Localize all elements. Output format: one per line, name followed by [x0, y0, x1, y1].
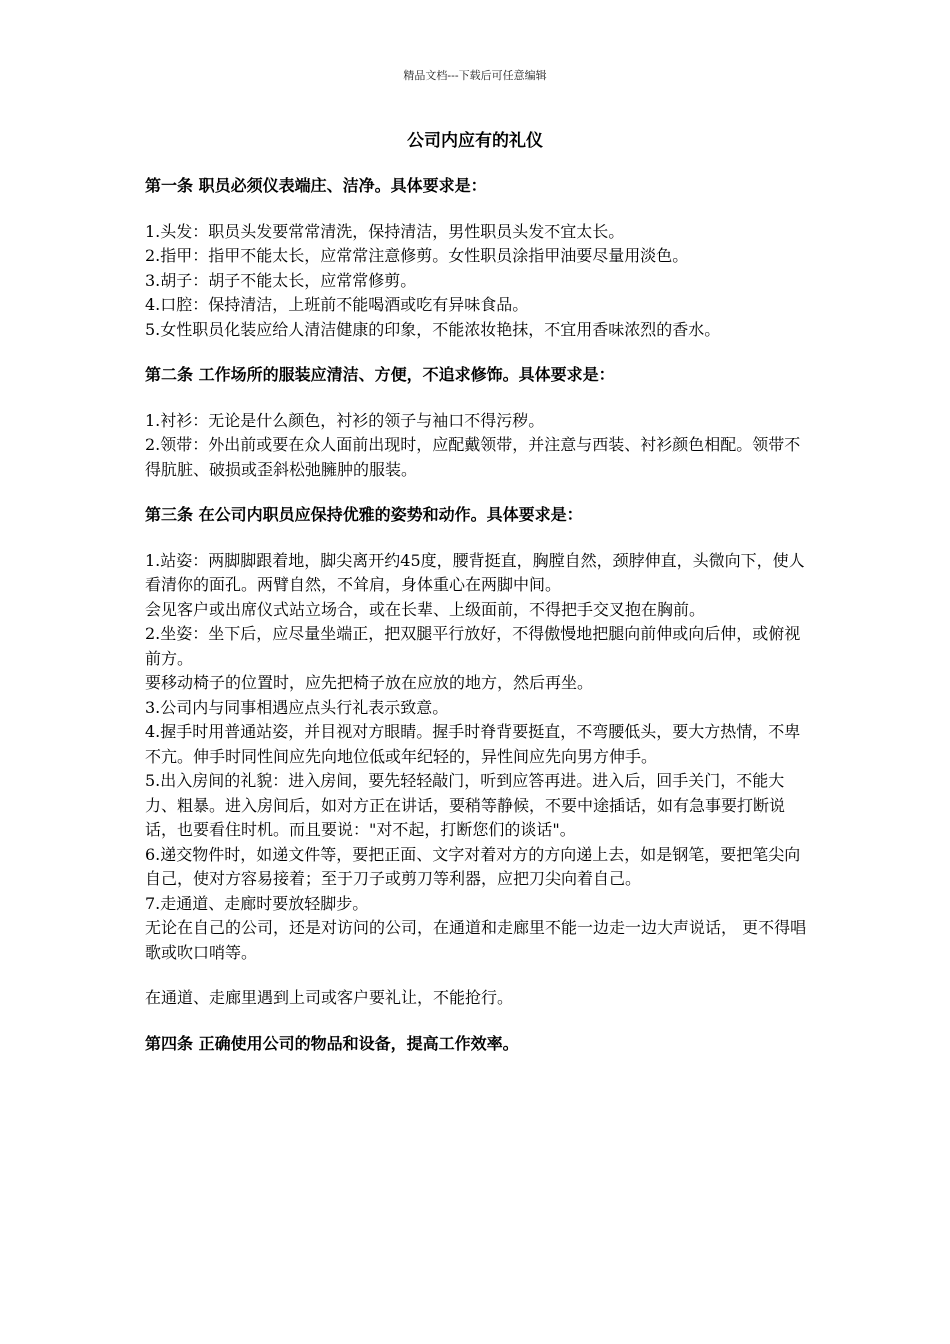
list-item: 4.口腔：保持清洁，上班前不能喝酒或吃有异味食品。 [145, 295, 529, 314]
list-item: 6.递交物件时，如递文件等，要把正面、文字对着对方的方向递上去，如是钢笔，要把笔尖向自己，使对方容易接着；至于刀子或剪刀等利器，应把刀尖向着自己。 [145, 844, 801, 888]
list-item: 7.走通道、走廊时要放轻脚步。 [145, 893, 369, 913]
page-header: 精品文档---下载后可任意编辑 [403, 69, 547, 82]
list-item: 5.出入房间的礼貌：进入房间，要先轻轻敲门，听到应答再进。进入后，回手关门，不能大力、粗暴。进入房间后，如对方正在讲话，要稍等静候，不要中途插话，如有急事要打断说话，也要看住时机。而且要说："对不起，打断您们的谈话"。 [145, 771, 786, 839]
list-item: 无论在自己的公司，还是对访问的公司，在通道和走廊里不能一边走一边大声说话， 更不得唱歌或吹口哨等。 [145, 918, 807, 962]
article-4-heading: 第四条 正确使用公司的物品和设备，提高工作效率。 [145, 1033, 519, 1053]
list-item: 2.坐姿：坐下后，应尽量坐端正，把双腿平行放好，不得傲慢地把腿向前伸或向后伸，或俯视前方。 [145, 624, 801, 668]
article-2-heading: 第二条 工作场所的服装应清洁、方便，不追求修饰。具体要求是： [145, 365, 615, 384]
list-item: 2.领带：外出前或要在众人面前出现时，应配戴领带，并注意与西装、衬衫颜色相配。领带不得肮脏、破损或歪斜松弛臃肿的服装。 [145, 435, 801, 479]
list-item: 会见客户或出席仪式站立场合，或在长辈、上级面前，不得把手交叉抱在胸前。 [145, 599, 706, 619]
document-body [145, 174, 810, 1077]
list-item: 3.公司内与同事相遇应点头行礼表示致意。 [145, 697, 449, 717]
article-3-body [145, 549, 810, 966]
list-item: 1.头发：职员头发要常常清洗，保持清洁，男性职员头发不宜太长。 [145, 221, 625, 241]
article-3-extra [145, 986, 810, 1011]
list-item: 要移动椅子的位置时，应先把椅子放在应放的地方，然后再坐。 [145, 673, 594, 692]
list-item: 3.胡子：胡子不能太长，应常常修剪。 [145, 270, 417, 290]
list-item: 1.衬衫：无论是什么颜色，衬衫的领子与袖口不得污秽。 [145, 410, 545, 430]
list-item: 1.站姿：两脚脚跟着地，脚尖离开约45度，腰背挺直，胸膛自然，颈脖伸直，头微向下，使人看清你的面孔。两臂自然，不耸肩，身体重心在两脚中间。 [145, 550, 805, 594]
list-item: 4.握手时用普通站姿，并目视对方眼睛。握手时脊背要挺直，不弯腰低头，要大方热情，不卑不亢。伸手时同性间应先向地位低或年纪轻的，异性间应先向男方伸手。 [145, 722, 801, 766]
article-1-heading: 第一条 职员必须仪表端庄、洁净。具体要求是： [145, 176, 487, 195]
article-3-heading: 第三条 在公司内职员应保持优雅的姿势和动作。具体要求是： [145, 505, 583, 524]
document-title: 公司内应有的礼仪 [407, 131, 543, 151]
list-item: 2.指甲：指甲不能太长，应常常注意修剪。女性职员涂指甲油要尽量用淡色。 [145, 246, 689, 265]
article-1-body [145, 220, 810, 343]
article-2-body [145, 409, 810, 483]
paragraph: 在通道、走廊里遇到上司或客户要礼让，不能抢行。 [145, 988, 514, 1007]
list-item: 5.女性职员化装应给人清洁健康的印象，不能浓妆艳抹，不宜用香味浓烈的香水。 [145, 319, 721, 339]
